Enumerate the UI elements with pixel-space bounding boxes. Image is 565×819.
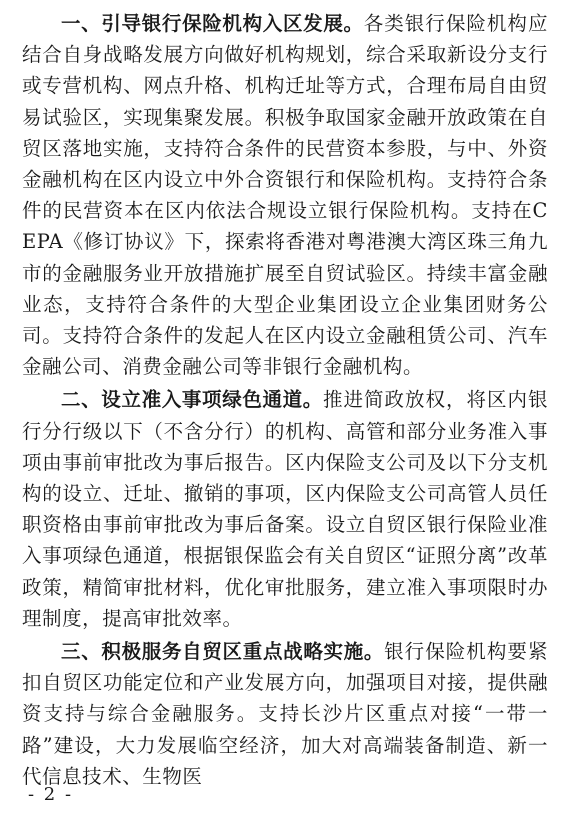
paragraph-1 xyxy=(22,8,548,382)
paragraph-2-heading: 二、设立准入事项绿色通道。 xyxy=(61,388,323,412)
paragraph-3 xyxy=(22,636,548,792)
paragraph-1-body: 各类银行保险机构应结合自身战略发展方向做好机构规划，综合采取新设分支行或专营机构、网点升格、机构迁址等方式，合理布局自由贸易试验区，实现集聚发展。积极争取国家金融开放政策在自贸区落地实施，支持符合条件的民营资本参股，与中、外资金融机构在区内设立中外合资银行和保险机构。支持符合条件的民营资本在区内依法合规设立银行保险机构。支持在CEPA《修订协议》下，探索将香港对粤港澳大湾区珠三角九市的金融服务业开放措施扩展至自贸试验区。持续丰富金融业态，支持符合条件的大型企业集团设立企业集团财务公司。支持符合条件的发起人在区内设立金融租赁公司、汽车金融公司、消费金融公司等非银行金融机构。 xyxy=(22,12,548,379)
paragraph-2 xyxy=(22,384,548,634)
paragraph-3-heading: 三、积极服务自贸区重点战略实施。 xyxy=(61,640,385,664)
paragraph-2-body: 推进简政放权，将区内银行分行级以下（不含分行）的机构、高管和部分业务准入事项由事前审批改为事后报告。区内保险支公司及以下分支机构的设立、迁址、撤销的事项，区内保险支公司高管人员任职资格由事前审批改为事后备案。设立自贸区银行保险业准入事项绿色通道，根据银保监会有关自贸区“证照分离”改革政策，精简审批材料，优化审批服务，建立准入事项限时办理制度，提高审批效率。 xyxy=(22,388,548,630)
paragraph-3-body: 银行保险机构要紧扣自贸区功能定位和产业发展方向，加强项目对接，提供融资支持与综合金融服务。支持长沙片区重点对接“一带一路”建设，大力发展临空经济，加大对高端装备制造、新一代信息技术、生物医 xyxy=(22,640,548,788)
page-number: - 2 - xyxy=(28,784,74,805)
document-page xyxy=(22,8,548,794)
paragraph-1-heading: 一、引导银行保险机构入区发展。 xyxy=(61,12,364,35)
